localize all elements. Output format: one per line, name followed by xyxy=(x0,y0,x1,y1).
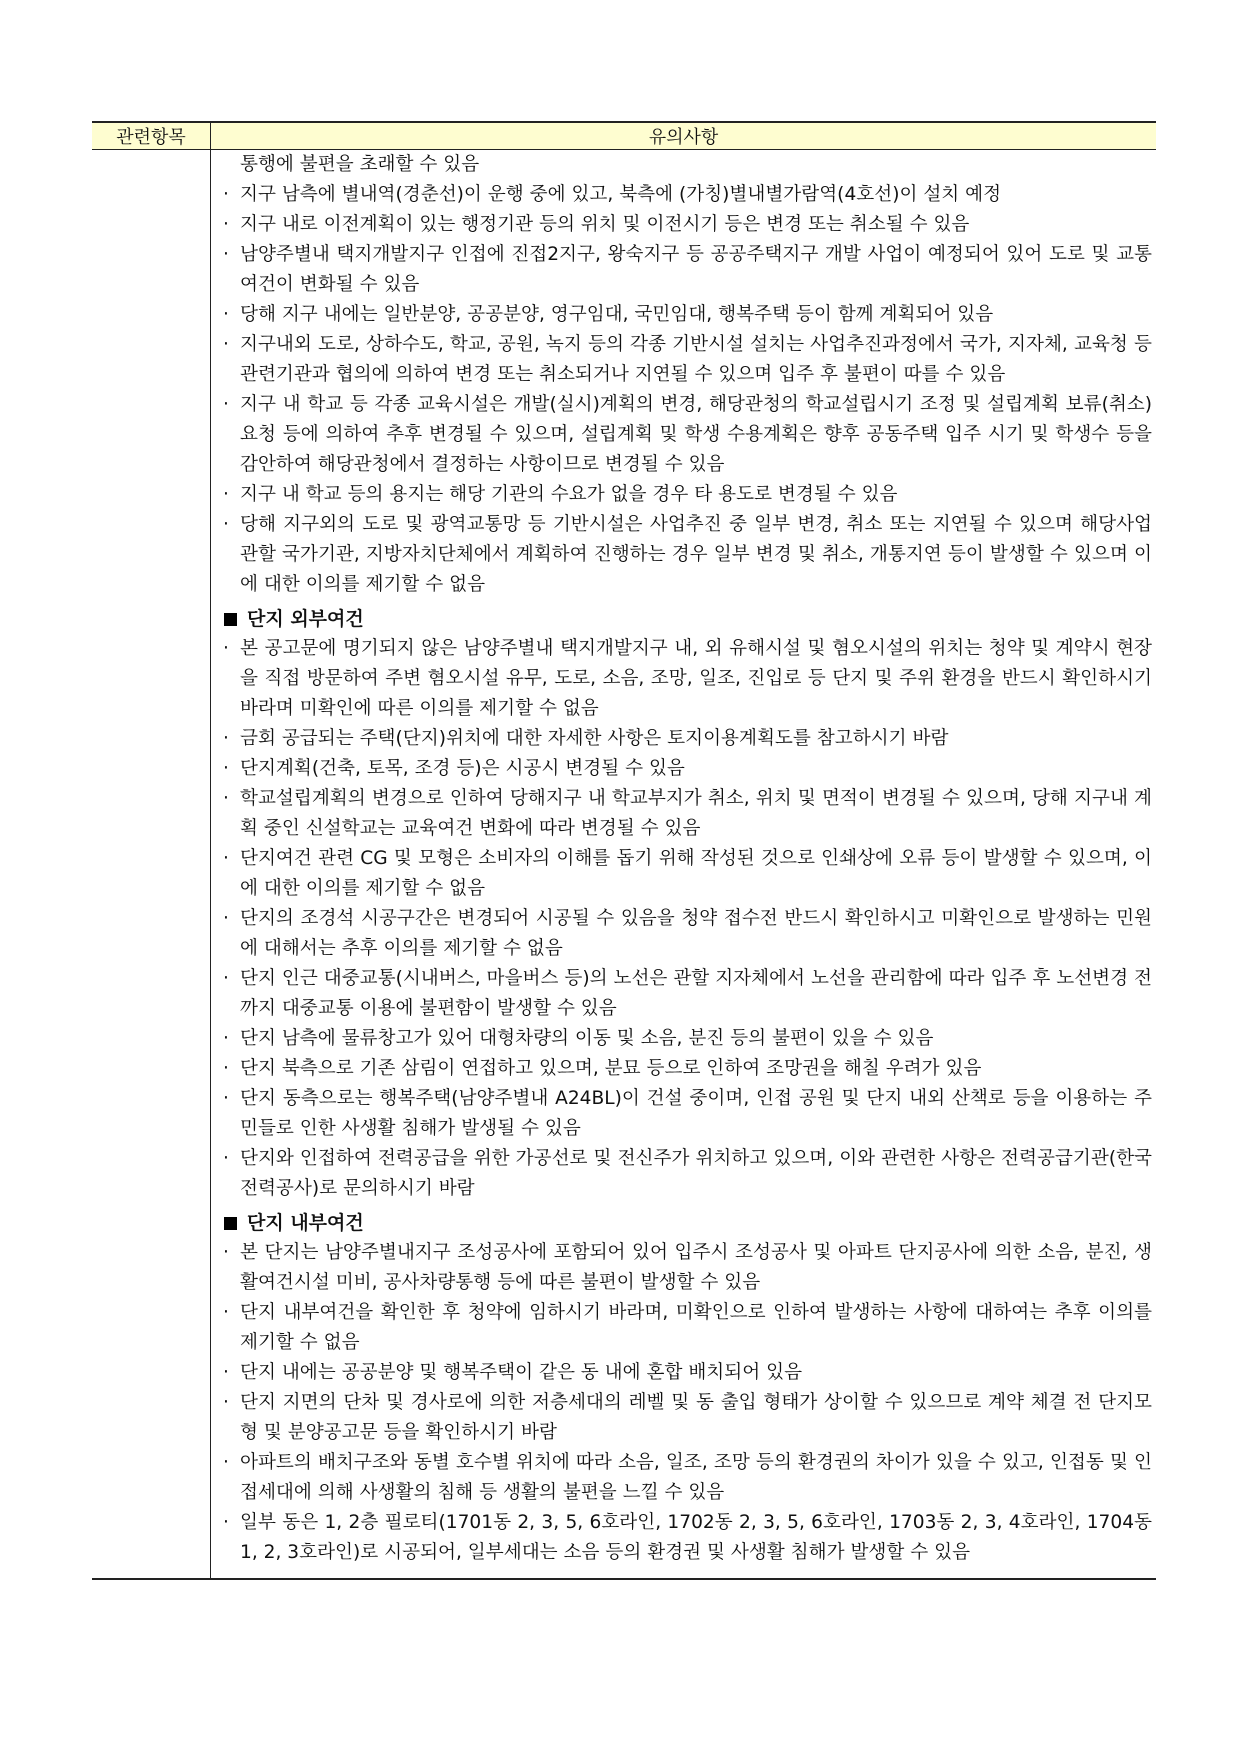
bullet-dot-icon: · xyxy=(223,1392,229,1413)
continued-item: 통행에 불편을 초래할 수 있음 xyxy=(240,154,480,175)
list-item-text: 단지와 인접하여 전력공급을 위한 가공선로 및 전신주가 위치하고 있으며, 이와 관련한 사항은 전력공급기관(한국전력공사)로 문의하시기 바람 xyxy=(240,1148,1152,1199)
bullet-dot-icon: · xyxy=(223,334,229,355)
bullet-dot-icon: · xyxy=(223,184,229,205)
bullet-dot-icon: · xyxy=(223,394,229,415)
list-item-text: 당해 지구 내에는 일반분양, 공공분양, 영구임대, 국민임대, 행복주택 등이 함께 계획되어 있음 xyxy=(240,304,994,325)
list-item xyxy=(223,1024,1152,1054)
list-item xyxy=(223,754,1152,784)
bullet-dot-icon: · xyxy=(223,1088,229,1109)
table-row xyxy=(92,150,1156,1580)
notes-content xyxy=(211,150,1156,1578)
list-item xyxy=(223,300,1152,330)
bullet-dot-icon: · xyxy=(223,728,229,749)
list-item-text: 남양주별내 택지개발지구 인접에 진접2지구, 왕숙지구 등 공공주택지구 개발 사업이 예정되어 있어 도로 및 교통여건이 변화될 수 있음 xyxy=(240,244,1152,295)
external-conditions-list xyxy=(223,634,1152,1204)
bullet-dot-icon: · xyxy=(223,638,229,659)
black-square-icon xyxy=(224,1217,237,1230)
header-related-item: 관련항목 xyxy=(92,122,211,150)
list-item-text: 본 공고문에 명기되지 않은 남양주별내 택지개발지구 내, 외 유해시설 및 혐오시설의 위치는 청약 및 계약시 현장을 직접 방문하여 주변 혐오시설 유무, 도로, 소음, 조망, 일조, 진입로 등 단지 및 주위 환경을 반드시 확인하시기 바라며 미확인에 따른 이의를 제기할 수 없음 xyxy=(240,638,1152,719)
notes-cell xyxy=(211,150,1157,1580)
bullet-dot-icon: · xyxy=(223,1058,229,1079)
list-item-text: 단지여건 관련 CG 및 모형은 소비자의 이해를 돕기 위해 작성된 것으로 인쇄상에 오류 등이 발생할 수 있으며, 이에 대한 이의를 제기할 수 없음 xyxy=(240,848,1152,899)
list-item-text: 단지 북측으로 기존 삼림이 연접하고 있으며, 분묘 등으로 인하여 조망권을 해칠 우려가 있음 xyxy=(240,1058,982,1079)
list-item xyxy=(223,510,1152,600)
list-item xyxy=(223,1388,1152,1448)
list-item xyxy=(223,1084,1152,1144)
list-item xyxy=(223,964,1152,1024)
section-heading-external xyxy=(223,604,1152,634)
list-item xyxy=(223,1508,1152,1568)
bullet-dot-icon: · xyxy=(223,1242,229,1263)
list-item xyxy=(223,784,1152,844)
list-item xyxy=(223,1238,1152,1298)
list-item-text: 단지 동측으로는 행복주택(남양주별내 A24BL)이 건설 중이며, 인접 공원 및 단지 내외 산책로 등을 이용하는 주민들로 인한 사생활 침해가 발생될 수 있음 xyxy=(240,1088,1152,1139)
bullet-dot-icon: · xyxy=(223,758,229,779)
list-item xyxy=(223,844,1152,904)
list-item xyxy=(223,1448,1152,1508)
list-item-text: 지구 내 학교 등 각종 교육시설은 개발(실시)계획의 변경, 해당관청의 학교설립시기 조정 및 설립계획 보류(취소)요청 등에 의하여 추후 변경될 수 있으며, 설립계획 및 학생 수용계획은 향후 공동주택 입주 시기 및 학생수 등을 감안하여 해당관청에서 결정하는 사항이므로 변경될 수 있음 xyxy=(240,394,1152,475)
internal-conditions-list xyxy=(223,1238,1152,1568)
list-item-text: 단지 남측에 물류창고가 있어 대형차량의 이동 및 소음, 분진 등의 불편이 있을 수 있음 xyxy=(240,1028,934,1049)
list-item xyxy=(223,724,1152,754)
black-square-icon xyxy=(224,613,237,626)
list-item xyxy=(223,1358,1152,1388)
bullet-dot-icon: · xyxy=(223,244,229,265)
bullet-dot-icon: · xyxy=(223,968,229,989)
bullet-dot-icon: · xyxy=(223,484,229,505)
list-item-text: 당해 지구외의 도로 및 광역교통망 등 기반시설은 사업추진 중 일부 변경, 취소 또는 지연될 수 있으며 해당사업 관할 국가기관, 지방자치단체에서 계획하여 진행하는 경우 일부 변경 및 취소, 개통지연 등이 발생할 수 있으며 이에 대한 이의를 제기할 수 없음 xyxy=(240,514,1152,595)
list-item-text: 단지 인근 대중교통(시내버스, 마을버스 등)의 노선은 관할 지자체에서 노선을 관리함에 따라 입주 후 노선변경 전까지 대중교통 이용에 불편함이 발생할 수 있음 xyxy=(240,968,1152,1019)
bullet-dot-icon: · xyxy=(223,1512,229,1533)
list-item xyxy=(223,1144,1152,1204)
bullet-dot-icon: · xyxy=(223,908,229,929)
list-item-text: 금회 공급되는 주택(단지)위치에 대한 자세한 사항은 토지이용계획도를 참고하시기 바람 xyxy=(240,728,949,749)
bullet-dot-icon: · xyxy=(223,304,229,325)
bullet-dot-icon: · xyxy=(223,1452,229,1473)
list-item xyxy=(223,634,1152,724)
notice-table xyxy=(92,121,1156,1580)
bullet-dot-icon: · xyxy=(223,1148,229,1169)
list-item-text: 단지의 조경석 시공구간은 변경되어 시공될 수 있음을 청약 접수전 반드시 확인하시고 미확인으로 발생하는 민원에 대해서는 추후 이의를 제기할 수 없음 xyxy=(240,908,1152,959)
list-item-text: 학교설립계획의 변경으로 인하여 당해지구 내 학교부지가 취소, 위치 및 면적이 변경될 수 있으며, 당해 지구내 계획 중인 신설학교는 교육여건 변화에 따라 변경될 수 있음 xyxy=(240,788,1152,839)
document-page xyxy=(92,121,1156,1580)
list-item xyxy=(223,330,1152,390)
list-item-text: 본 단지는 남양주별내지구 조성공사에 포함되어 있어 입주시 조성공사 및 아파트 단지공사에 의한 소음, 분진, 생활여건시설 미비, 공사차량통행 등에 따른 불편이 발생할 수 있음 xyxy=(240,1242,1152,1293)
list-item xyxy=(223,904,1152,964)
bullet-dot-icon: · xyxy=(223,514,229,535)
list-item-text: 단지 내부여건을 확인한 후 청약에 임하시기 바라며, 미확인으로 인하여 발생하는 사항에 대하여는 추후 이의를 제기할 수 없음 xyxy=(240,1302,1152,1353)
traffic-district-notes xyxy=(223,180,1152,600)
list-item xyxy=(223,1298,1152,1358)
bullet-dot-icon: · xyxy=(223,1362,229,1383)
list-item-text: 지구 내로 이전계획이 있는 행정기관 등의 위치 및 이전시기 등은 변경 또는 취소될 수 있음 xyxy=(240,214,970,235)
list-item-text: 지구 남측에 별내역(경춘선)이 운행 중에 있고, 북측에 (가칭)별내별가람역(4호선)이 설치 예정 xyxy=(240,184,1002,205)
list-item xyxy=(223,240,1152,300)
list-item-text: 일부 동은 1, 2층 필로티(1701동 2, 3, 5, 6호라인, 1702동 2, 3, 5, 6호라인, 1703동 2, 3, 4호라인, 1704동 1, 2, 3호라인)로 시공되어, 일부세대는 소음 등의 환경권 및 사생활 침해가 발생할 수 있음 xyxy=(240,1512,1152,1563)
list-item-text: 단지 내에는 공공분양 및 행복주택이 같은 동 내에 혼합 배치되어 있음 xyxy=(240,1362,803,1383)
bullet-dot-icon: · xyxy=(223,848,229,869)
section-title-internal: 단지 내부여건 xyxy=(247,1212,364,1234)
bullet-dot-icon: · xyxy=(223,214,229,235)
related-item-cell xyxy=(92,150,211,1580)
section-title-external: 단지 외부여건 xyxy=(247,608,364,630)
section-heading-internal xyxy=(223,1208,1152,1238)
list-item-text: 단지계획(건축, 토목, 조경 등)은 시공시 변경될 수 있음 xyxy=(240,758,685,779)
table-header-row xyxy=(92,122,1156,150)
list-item-text: 지구내외 도로, 상하수도, 학교, 공원, 녹지 등의 각종 기반시설 설치는 사업추진과정에서 국가, 지자체, 교육청 등 관련기관과 협의에 의하여 변경 또는 취소되거나 지연될 수 있으며 입주 후 불편이 따를 수 있음 xyxy=(240,334,1152,385)
bullet-dot-icon: · xyxy=(223,1302,229,1323)
bullet-dot-icon: · xyxy=(223,788,229,809)
list-item xyxy=(223,1054,1152,1084)
list-item-text: 단지 지면의 단차 및 경사로에 의한 저층세대의 레벨 및 동 출입 형태가 상이할 수 있으므로 계약 체결 전 단지모형 및 분양공고문 등을 확인하시기 바람 xyxy=(240,1392,1152,1443)
list-item-text: 아파트의 배치구조와 동별 호수별 위치에 따라 소음, 일조, 조망 등의 환경권의 차이가 있을 수 있고, 인접동 및 인접세대에 의해 사생활의 침해 등 생활의 불편을 느낄 수 있음 xyxy=(240,1452,1152,1503)
list-item xyxy=(223,210,1152,240)
list-item xyxy=(223,390,1152,480)
list-item-text: 지구 내 학교 등의 용지는 해당 기관의 수요가 없을 경우 타 용도로 변경될 수 있음 xyxy=(240,484,898,505)
list-item xyxy=(223,480,1152,510)
header-notes: 유의사항 xyxy=(211,122,1157,150)
list-item xyxy=(223,180,1152,210)
bullet-dot-icon: · xyxy=(223,1028,229,1049)
